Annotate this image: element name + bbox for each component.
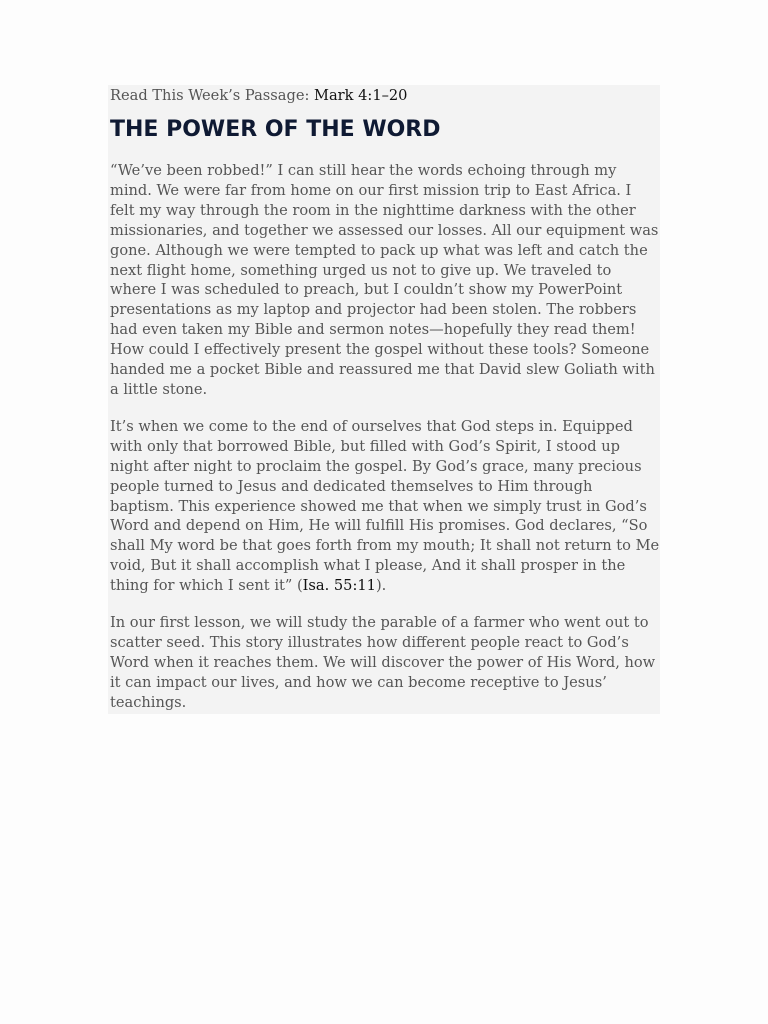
passage-reference-link[interactable]: Mark 4:1–20 xyxy=(314,87,408,104)
paragraph-3: In our first lesson, we will study the parable of a farmer who went out to scatter seed. This story illustrates how different people react to God’s Word when it reaches them. We will discover the power of His Word, how it can impact our lives, and how we can become receptive to Jesus’ teachings. xyxy=(110,614,656,711)
paragraph-2-text: It’s when we come to the end of ourselves that God steps in. Equipped with only that borrowed Bible, but filled with God’s Spirit, I stood up night after night to proclaim the gospel. By God’s grace, many precious people turned to Jesus and dedicated themselves to Him through baptism. This experience showed me that when we simply trust in God’s Word and depend on Him, He will fulfill His promises. God declares, “So shall My word be that goes forth from my mouth; It shall not return to Me void, But it shall accomplish what I please, And it shall prosper in the thing for which I sent it” ( xyxy=(110,417,660,595)
scripture-reference-link[interactable]: Isa. 55:11 xyxy=(302,577,376,595)
paragraph-1: “We’ve been robbed!” I can still hear the words echoing through my mind. We were far from home on our first mission trip to East Africa. I felt my way through the room in the nighttime darkness with the other missionaries, and together we assessed our losses. All our equipment was gone. Although we were tempted to pack up what was left and catch the next flight home, something urged us not to give up. We traveled to where I was scheduled to preach, but I couldn’t show my PowerPoint presentations as my laptop and projector had been stolen. The robbers had even taken my Bible and sermon notes—hopefully they read them! How could I effectively present the gospel without these tools? Someone handed me a pocket Bible and reassured me that David slew Goliath with a little stone. xyxy=(110,162,659,398)
paragraph-2-end: ). xyxy=(375,577,387,595)
passage-label: Read This Week’s Passage: xyxy=(110,87,315,104)
lesson-content xyxy=(108,85,660,714)
paragraph-2 xyxy=(110,417,660,596)
passage-line xyxy=(110,85,660,106)
page-title: THE POWER OF THE WORD xyxy=(110,117,441,142)
